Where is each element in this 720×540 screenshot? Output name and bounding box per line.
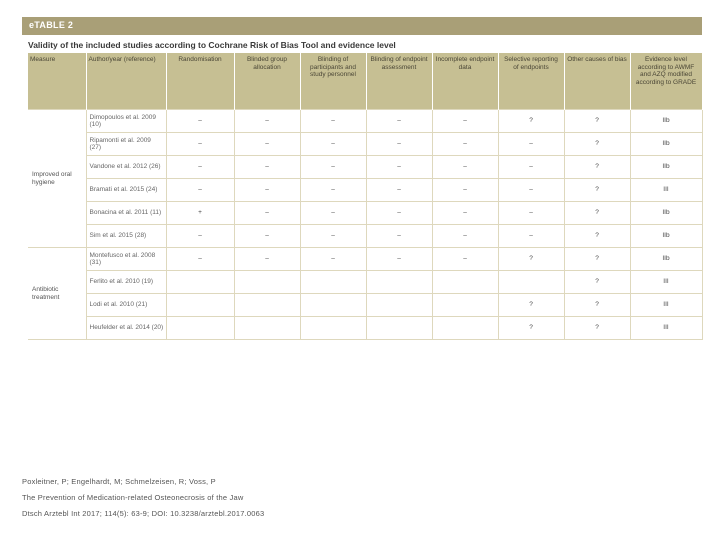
rating-cell: – (234, 179, 300, 202)
reference-cell: Heufelder et al. 2014 (20) (86, 317, 166, 340)
rating-cell: IIb (630, 110, 702, 133)
column-header: Measure (28, 53, 86, 110)
rating-cell (432, 271, 498, 294)
rating-cell: – (166, 179, 234, 202)
rating-cell: – (366, 179, 432, 202)
table-title: Validity of the included studies according to Cochrane Risk of Bias Tool and evidence level (28, 40, 396, 50)
rating-cell (366, 317, 432, 340)
column-header: Incomplete endpoint data (432, 53, 498, 110)
rating-cell: – (234, 133, 300, 156)
rating-cell: – (498, 133, 564, 156)
reference-cell: Sim et al. 2015 (28) (86, 225, 166, 248)
rating-cell: – (498, 225, 564, 248)
rating-cell: – (300, 179, 366, 202)
table-header-row (28, 53, 702, 110)
rating-cell: – (300, 202, 366, 225)
rating-cell: – (166, 225, 234, 248)
rating-cell: – (366, 225, 432, 248)
rating-cell: – (432, 225, 498, 248)
citation-journal: Dtsch Arztebl Int 2017; 114(5): 63-9; DOI: 10.3238/arztebl.2017.0063 (22, 509, 265, 518)
rating-cell (366, 271, 432, 294)
measure-cell: Antibiotic treatment (28, 248, 86, 340)
rating-cell: IIb (630, 133, 702, 156)
rating-cell: – (300, 156, 366, 179)
column-header: Blinded group allocation (234, 53, 300, 110)
rating-cell: – (166, 133, 234, 156)
rating-cell: ? (564, 133, 630, 156)
citation-authors: Poxleitner, P; Engelhardt, M; Schmelzeisen, R; Voss, P (22, 477, 216, 486)
rating-cell: IIb (630, 156, 702, 179)
reference-cell: Montefusco et al. 2008 (31) (86, 248, 166, 271)
rating-cell: IIb (630, 202, 702, 225)
rating-cell: – (166, 110, 234, 133)
rating-cell: III (630, 317, 702, 340)
rating-cell: – (498, 202, 564, 225)
rating-cell: ? (564, 248, 630, 271)
rating-cell: IIb (630, 225, 702, 248)
rating-cell: – (432, 179, 498, 202)
rating-cell: – (432, 248, 498, 271)
rating-cell (498, 271, 564, 294)
table-row (28, 248, 702, 271)
table-row (28, 271, 702, 294)
table-row (28, 317, 702, 340)
rating-cell: ? (564, 110, 630, 133)
rating-cell: ? (498, 317, 564, 340)
table-label: eTABLE 2 (29, 20, 74, 30)
rating-cell: ? (498, 248, 564, 271)
rating-cell: III (630, 271, 702, 294)
rating-cell (432, 317, 498, 340)
rating-cell (432, 294, 498, 317)
table-row (28, 133, 702, 156)
table-row (28, 202, 702, 225)
column-header: Selective reporting of endpoints (498, 53, 564, 110)
rating-cell: ? (564, 202, 630, 225)
table-row (28, 156, 702, 179)
rating-cell: ? (498, 294, 564, 317)
rating-cell: – (366, 248, 432, 271)
column-header: Blinding of participants and study personnel (300, 53, 366, 110)
rating-cell: ? (498, 110, 564, 133)
rating-cell: – (234, 202, 300, 225)
rating-cell: – (432, 202, 498, 225)
reference-cell: Bramati et al. 2015 (24) (86, 179, 166, 202)
rating-cell: – (432, 110, 498, 133)
table-row (28, 179, 702, 202)
rating-cell: – (366, 156, 432, 179)
table-body (28, 110, 702, 340)
reference-cell: Ferlito et al. 2010 (19) (86, 271, 166, 294)
rating-cell: – (366, 110, 432, 133)
column-header: Randomisation (166, 53, 234, 110)
rating-cell: ? (564, 156, 630, 179)
rating-cell (166, 317, 234, 340)
rating-cell: ? (564, 317, 630, 340)
reference-cell: Vandone et al. 2012 (26) (86, 156, 166, 179)
citation-title: The Prevention of Medication-related Osteonecrosis of the Jaw (22, 493, 244, 502)
rating-cell: ? (564, 179, 630, 202)
rating-cell: – (166, 156, 234, 179)
rating-cell (234, 271, 300, 294)
rating-cell: III (630, 179, 702, 202)
rating-cell (166, 271, 234, 294)
column-header: Other causes of bias (564, 53, 630, 110)
rating-cell: IIb (630, 248, 702, 271)
table-row (28, 294, 702, 317)
rating-cell: – (300, 248, 366, 271)
rating-cell: – (300, 225, 366, 248)
table-label-bar (22, 17, 702, 35)
rating-cell: ? (564, 294, 630, 317)
rating-cell (300, 317, 366, 340)
rating-cell: – (432, 156, 498, 179)
rating-cell (166, 294, 234, 317)
rating-cell (234, 294, 300, 317)
bias-table (28, 53, 703, 340)
rating-cell: + (166, 202, 234, 225)
column-header: Author/year (reference) (86, 53, 166, 110)
rating-cell: III (630, 294, 702, 317)
rating-cell: ? (564, 271, 630, 294)
rating-cell: – (300, 110, 366, 133)
reference-cell: Lodi et al. 2010 (21) (86, 294, 166, 317)
rating-cell: – (300, 133, 366, 156)
table-row (28, 110, 702, 133)
rating-cell: – (366, 133, 432, 156)
rating-cell: – (234, 248, 300, 271)
etable-figure (22, 17, 702, 342)
rating-cell: – (432, 133, 498, 156)
rating-cell (300, 271, 366, 294)
rating-cell: – (498, 179, 564, 202)
rating-cell (366, 294, 432, 317)
table-row (28, 225, 702, 248)
reference-cell: Bonacina et al. 2011 (11) (86, 202, 166, 225)
column-header: Evidence level according to AWMF and AZQ modified according to GRADE (630, 53, 702, 110)
rating-cell: – (366, 202, 432, 225)
reference-cell: Ripamonti et al. 2009 (27) (86, 133, 166, 156)
column-header: Blinding of endpoint assessment (366, 53, 432, 110)
measure-cell: Improved oral hygiene (28, 110, 86, 248)
rating-cell: – (498, 156, 564, 179)
rating-cell: – (234, 156, 300, 179)
rating-cell (300, 294, 366, 317)
rating-cell (234, 317, 300, 340)
rating-cell: – (234, 225, 300, 248)
rating-cell: – (166, 248, 234, 271)
reference-cell: Dimopoulos et al. 2009 (10) (86, 110, 166, 133)
rating-cell: – (234, 110, 300, 133)
rating-cell: ? (564, 225, 630, 248)
